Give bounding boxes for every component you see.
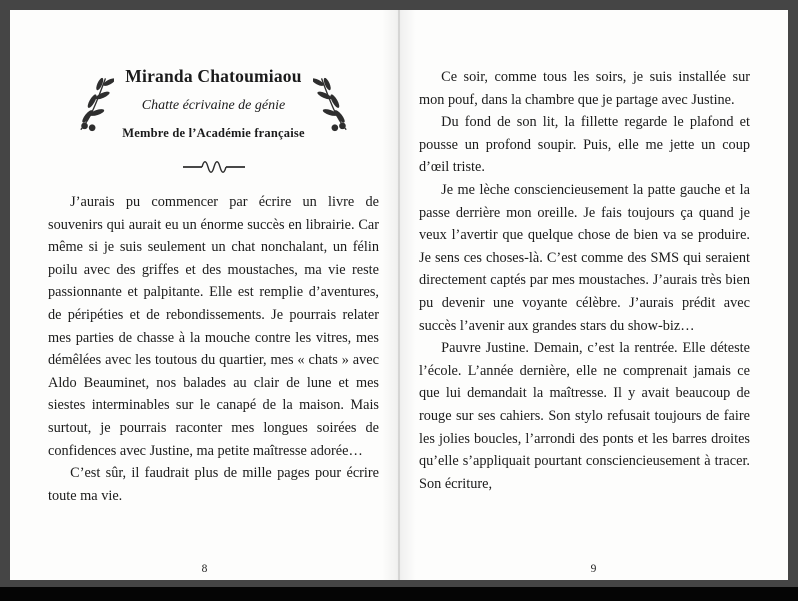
chapter-header-text	[122, 66, 304, 141]
squiggle-divider-icon	[48, 159, 379, 175]
paragraph: Pauvre Justine. Demain, c’est la rentrée. Elle déteste l’école. L’année dernière, elle ne comprenait jamais ce que lui demandait la maîtresse. Il y avait beaucoup de rouge sur ses cahiers. Son stylo refusait toujours de faire les jolies boucles, l’arrondi des ponts et les barres droites qu’elle s’appliquait pourtant consciencieusement à tracer. Son écriture,	[419, 340, 750, 492]
paragraph: J’aurais pu commencer par écrire un livre de souvenirs qui aurait eu un énorme succès en librairie. Car même si je suis seulement un chat nonchalant, un félin poilu avec des griffes et des moustaches, ma vie reste passionnante et palpitante. Elle est remplie d’aventures, de péripéties et de rebondissements. Je pourrais relater mes parties de chasse à la mouche contre les vitres, mes démêlées avec les toutous du quartier, mes « chats » avec Aldo Beauminet, nos balades au clair de lune et mes siestes interminables sur le canapé de la maison. Mais surtout, je pourrais raconter mes longues soirées de confidences avec Justine, ma petite maîtresse adorée…	[48, 194, 379, 459]
paragraph: C’est sûr, il faudrait plus de mille pages pour écrire toute ma vie.	[48, 465, 379, 504]
paragraph: Du fond de son lit, la fillette regarde le plafond et pousse un profond soupir. Puis, elle me jette un coup d’œil triste.	[419, 114, 750, 176]
author-name: Miranda Chatoumiaou	[125, 66, 302, 86]
page-left	[10, 10, 399, 580]
olive-branch-right-icon	[313, 74, 351, 134]
author-affiliation: Membre de l’Académie française	[122, 126, 305, 140]
chapter-header	[48, 66, 379, 141]
olive-branch-left-icon	[76, 74, 114, 134]
page-number-left: 8	[201, 563, 208, 575]
page-right	[399, 10, 788, 580]
author-subtitle: Chatte écrivaine de génie	[141, 98, 286, 113]
bottom-bar	[0, 587, 798, 601]
page-number-right: 9	[590, 563, 597, 575]
book-spread	[10, 10, 788, 580]
paragraph: Ce soir, comme tous les soirs, je suis installée sur mon pouf, dans la chambre que je partage avec Justine.	[419, 69, 750, 108]
paragraph: Je me lèche consciencieusement la patte gauche et la passe derrière mon oreille. Je fais toujours ça quand je veux l’avertir que quelque chose de bien va se produire. Je sens ces choses-là. C’est comme des SMS qui seraient directement captés par mes moustaches. J’aurais très bien pu devenir une voyante célèbre. J’aurais prédit avec succès l’avenir aux grandes stars du show-biz…	[419, 181, 750, 334]
